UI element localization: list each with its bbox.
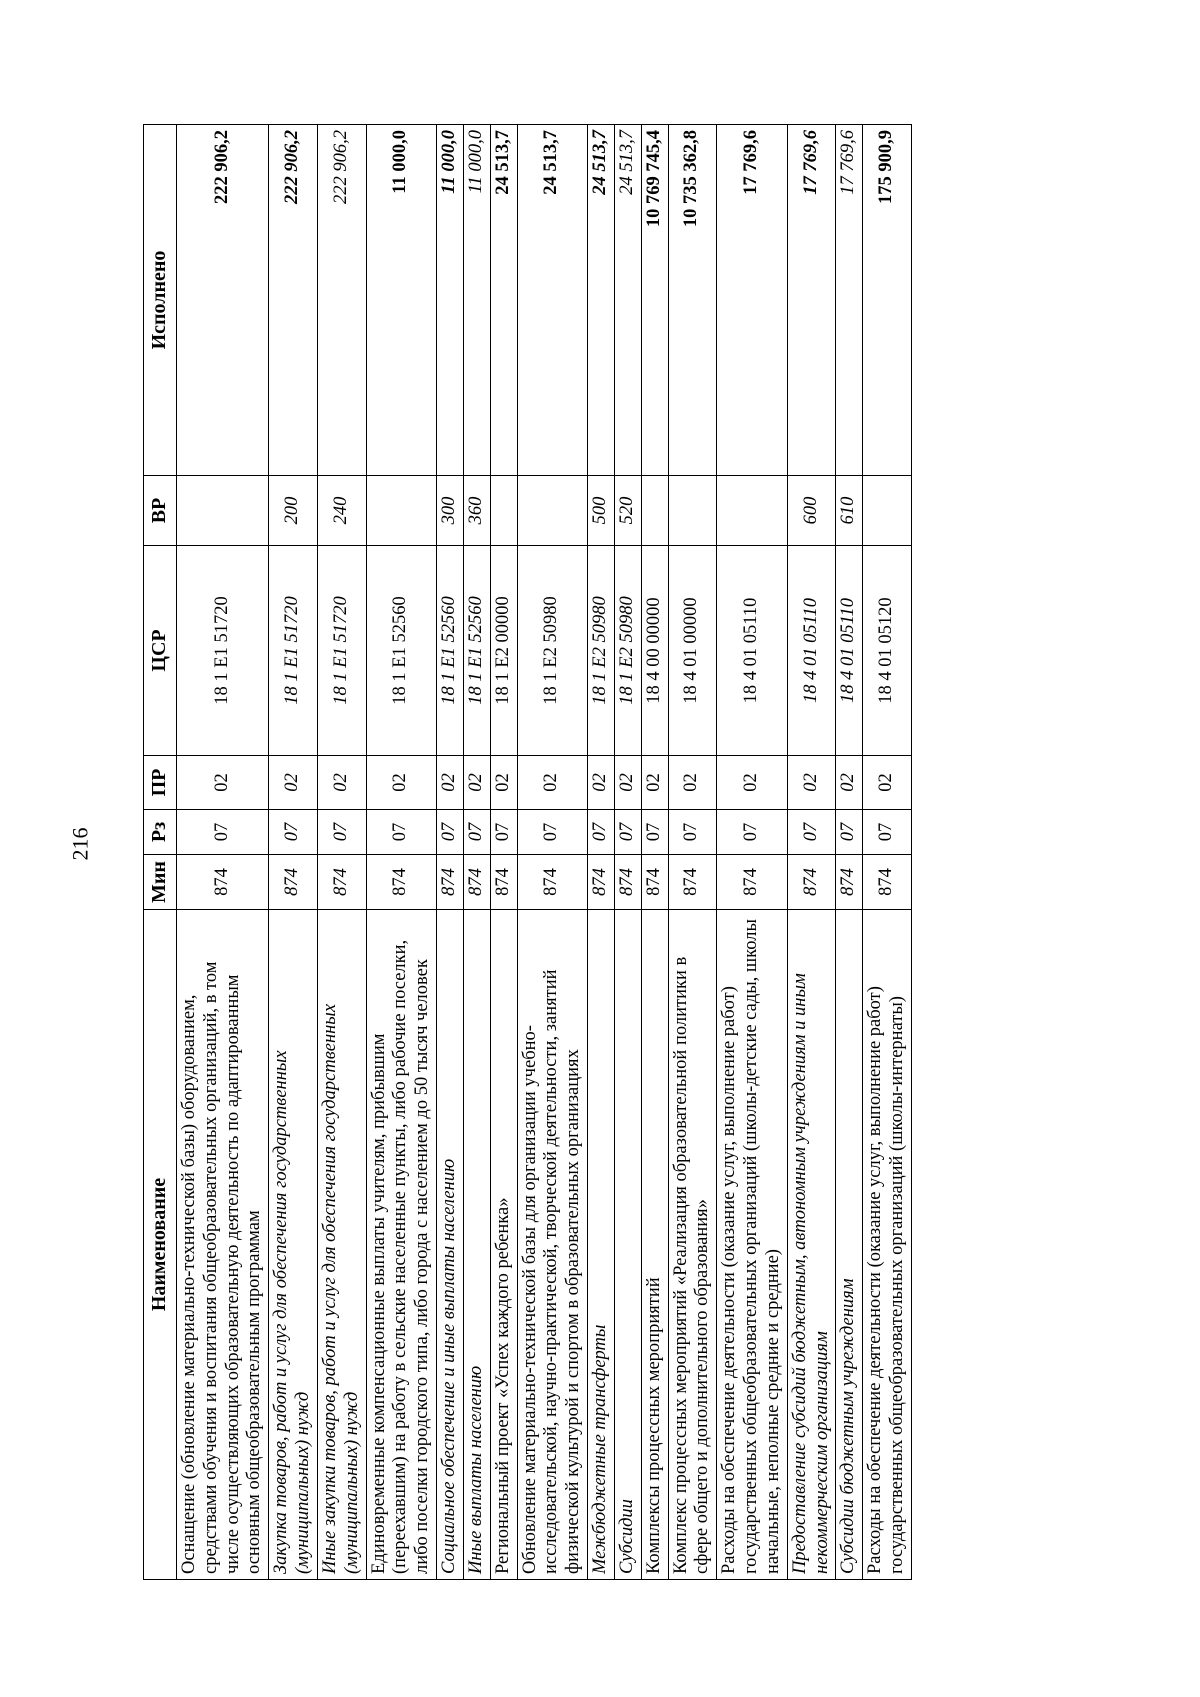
cell-csr: 18 4 01 05110 (787, 546, 836, 756)
cell-vr (668, 476, 717, 546)
cell-vr: 500 (588, 476, 615, 546)
cell-min: 874 (269, 855, 318, 910)
cell-executed: 222 906,2 (177, 125, 269, 476)
cell-csr: 18 1 E1 51720 (269, 546, 318, 756)
header-vr: ВР (144, 476, 177, 546)
cell-rz: 07 (517, 810, 587, 855)
cell-rz: 07 (668, 810, 717, 855)
budget-table (143, 124, 912, 1580)
table-row (437, 125, 464, 1580)
table-row (490, 125, 517, 1580)
cell-executed: 24 513,7 (588, 125, 615, 476)
table-row (836, 125, 863, 1580)
cell-rz: 07 (269, 810, 318, 855)
cell-min: 874 (717, 855, 787, 910)
cell-min: 874 (177, 855, 269, 910)
header-rz: Рз (144, 810, 177, 855)
cell-name: Закупка товаров, работ и услуг для обеспечения государственных (муниципальных) нужд (269, 910, 318, 1580)
cell-executed: 24 513,7 (490, 125, 517, 476)
cell-csr: 18 4 01 05120 (863, 546, 912, 756)
cell-csr: 18 1 E1 52560 (437, 546, 464, 756)
cell-executed: 11 000,0 (463, 125, 490, 476)
cell-min: 874 (668, 855, 717, 910)
cell-csr: 18 4 00 00000 (641, 546, 668, 756)
cell-name: Субсидии (614, 910, 641, 1580)
cell-pr: 02 (366, 756, 436, 810)
cell-min: 874 (437, 855, 464, 910)
cell-rz: 07 (863, 810, 912, 855)
cell-name: Иные выплаты населению (463, 910, 490, 1580)
cell-rz: 07 (177, 810, 269, 855)
cell-executed: 222 906,2 (269, 125, 318, 476)
table-row (517, 125, 587, 1580)
cell-vr: 200 (269, 476, 318, 546)
cell-executed: 175 900,9 (863, 125, 912, 476)
cell-csr: 18 1 E2 50980 (588, 546, 615, 756)
cell-executed: 24 513,7 (517, 125, 587, 476)
table-row (863, 125, 912, 1580)
cell-vr: 600 (787, 476, 836, 546)
cell-rz: 07 (641, 810, 668, 855)
cell-csr: 18 1 E2 00000 (490, 546, 517, 756)
cell-csr: 18 1 E1 52560 (366, 546, 436, 756)
cell-csr: 18 4 01 05110 (836, 546, 863, 756)
cell-executed: 17 769,6 (787, 125, 836, 476)
cell-executed: 17 769,6 (836, 125, 863, 476)
rotated-table-container (143, 125, 958, 1580)
cell-name: Региональный проект «Успех каждого ребенка» (490, 910, 517, 1580)
cell-vr: 300 (437, 476, 464, 546)
cell-pr: 02 (463, 756, 490, 810)
cell-csr: 18 4 01 00000 (668, 546, 717, 756)
table-row (614, 125, 641, 1580)
cell-rz: 07 (437, 810, 464, 855)
cell-executed: 24 513,7 (614, 125, 641, 476)
cell-vr: 520 (614, 476, 641, 546)
cell-vr (366, 476, 436, 546)
cell-vr (863, 476, 912, 546)
cell-csr: 18 1 E1 52560 (463, 546, 490, 756)
cell-pr: 02 (717, 756, 787, 810)
cell-min: 874 (614, 855, 641, 910)
cell-pr: 02 (668, 756, 717, 810)
table-row (177, 125, 269, 1580)
header-pr: ПР (144, 756, 177, 810)
cell-rz: 07 (317, 810, 366, 855)
cell-vr (641, 476, 668, 546)
cell-name: Оснащение (обновление материально-технической базы) оборудованием, средствами обучения и воспитания общеобразовательных организаций, в том числе осуществляющих образовательную деятельность по адаптированным основным общеобразовательным программам (177, 910, 269, 1580)
cell-name: Социальное обеспечение и иные выплаты населению (437, 910, 464, 1580)
cell-pr: 02 (588, 756, 615, 810)
cell-pr: 02 (863, 756, 912, 810)
header-min: Мин (144, 855, 177, 910)
cell-csr: 18 4 01 05110 (717, 546, 787, 756)
cell-rz: 07 (787, 810, 836, 855)
cell-executed: 10 735 362,8 (668, 125, 717, 476)
cell-csr: 18 1 E1 51720 (177, 546, 269, 756)
cell-pr: 02 (177, 756, 269, 810)
cell-executed: 17 769,6 (717, 125, 787, 476)
table-row (588, 125, 615, 1580)
cell-name: Комплексы процессных мероприятий (641, 910, 668, 1580)
cell-min: 874 (787, 855, 836, 910)
cell-name: Предоставление субсидий бюджетным, автономным учреждениям и иным некоммерческим организациям (787, 910, 836, 1580)
cell-rz: 07 (614, 810, 641, 855)
cell-min: 874 (836, 855, 863, 910)
cell-pr: 02 (641, 756, 668, 810)
cell-executed: 10 769 745,4 (641, 125, 668, 476)
cell-pr: 02 (437, 756, 464, 810)
cell-pr: 02 (317, 756, 366, 810)
table-row (366, 125, 436, 1580)
cell-csr: 18 1 E2 50980 (614, 546, 641, 756)
table-row (641, 125, 668, 1580)
cell-rz: 07 (717, 810, 787, 855)
cell-csr: 18 1 E1 51720 (317, 546, 366, 756)
table-row (787, 125, 836, 1580)
cell-pr: 02 (787, 756, 836, 810)
cell-rz: 07 (836, 810, 863, 855)
table-header-row (144, 125, 177, 1580)
cell-pr: 02 (614, 756, 641, 810)
cell-csr: 18 1 E2 50980 (517, 546, 587, 756)
cell-min: 874 (517, 855, 587, 910)
cell-executed: 222 906,2 (317, 125, 366, 476)
cell-rz: 07 (463, 810, 490, 855)
cell-name: Расходы на обеспечение деятельности (оказание услуг, выполнение работ) государственных общеобразовательных организаций (школы-детские сады, школы начальные, неполные средние и средние) (717, 910, 787, 1580)
cell-vr (517, 476, 587, 546)
cell-name: Обновление материально-технической базы для организации учебно-исследовательской, научно-практической, творческой деятельности, занятий физической культурой и спортом в образовательных организациях (517, 910, 587, 1580)
cell-name: Иные закупки товаров, работ и услуг для обеспечения государственных (муниципальных) нужд (317, 910, 366, 1580)
cell-vr: 360 (463, 476, 490, 546)
header-name: Наименование (144, 910, 177, 1580)
cell-vr (717, 476, 787, 546)
cell-name: Комплекс процессных мероприятий «Реализация образовательной политики в сфере общего и дополнительного образования» (668, 910, 717, 1580)
cell-vr (177, 476, 269, 546)
cell-name: Единовременные компенсационные выплаты учителям, прибывшим (переехавшим) на работу в сельские населенные пункты, либо рабочие поселки, либо поселки городского типа, либо города с населением до 50 тысяч человек (366, 910, 436, 1580)
cell-name: Расходы на обеспечение деятельности (оказание услуг, выполнение работ) государственных общеобразовательных организаций (школы-интернаты) (863, 910, 912, 1580)
cell-min: 874 (641, 855, 668, 910)
cell-rz: 07 (490, 810, 517, 855)
cell-min: 874 (317, 855, 366, 910)
page-number: 216 (67, 827, 93, 861)
cell-vr: 240 (317, 476, 366, 546)
cell-rz: 07 (588, 810, 615, 855)
cell-executed: 11 000,0 (366, 125, 436, 476)
table-row (717, 125, 787, 1580)
cell-rz: 07 (366, 810, 436, 855)
cell-pr: 02 (269, 756, 318, 810)
cell-vr: 610 (836, 476, 863, 546)
table-row (463, 125, 490, 1580)
header-csr: ЦСР (144, 546, 177, 756)
cell-min: 874 (863, 855, 912, 910)
header-executed: Исполнено (144, 125, 177, 476)
cell-pr: 02 (490, 756, 517, 810)
table-row (668, 125, 717, 1580)
cell-min: 874 (463, 855, 490, 910)
cell-name: Субсидии бюджетным учреждениям (836, 910, 863, 1580)
cell-pr: 02 (517, 756, 587, 810)
cell-name: Межбюджетные трансферты (588, 910, 615, 1580)
cell-pr: 02 (836, 756, 863, 810)
cell-min: 874 (366, 855, 436, 910)
cell-min: 874 (490, 855, 517, 910)
table-row (317, 125, 366, 1580)
cell-vr (490, 476, 517, 546)
table-row (269, 125, 318, 1580)
cell-executed: 11 000,0 (437, 125, 464, 476)
cell-min: 874 (588, 855, 615, 910)
